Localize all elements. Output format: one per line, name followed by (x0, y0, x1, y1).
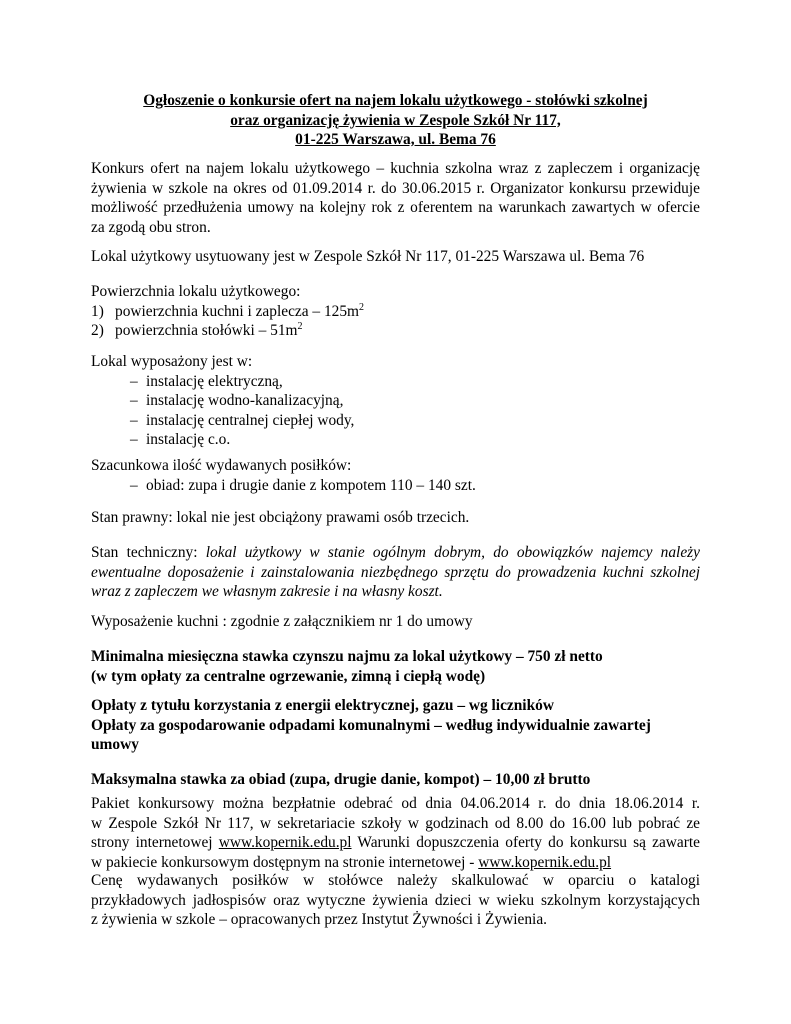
text-line: Konkurs ofert na najem lokalu użytkowego – kuchnia szkolna wraz z zapleczem i organizację (91, 160, 700, 177)
list-item: 1) powierzchnia kuchni i zaplecza – $125m^2$ (91, 301, 365, 320)
document-title (91, 91, 700, 150)
list-item: – obiad: zupa i drugie danie z kompotem 110 – 140 szt. (130, 476, 476, 494)
rent-section (91, 647, 700, 686)
text-line: (w tym opłaty za centralne ogrzewanie, zimną i ciepłą wodę) (91, 667, 486, 685)
list-item: 2) powierzchnia stołówki – $51m^2$ (91, 320, 303, 339)
max-rate: Maksymalna stawka za obiad (zupa, drugie danie, kompot) – 10,00 zł brutto (91, 771, 591, 788)
text-line: Pakiet konkursowy można bezpłatnie odebrać od dnia 04.06.2014 r. do dnia 18.06.2014 r. (91, 795, 700, 812)
package-paragraph (91, 794, 700, 872)
list-item: – instalację centralnej ciepłej wody, (130, 411, 355, 429)
pricing-paragraph (91, 871, 700, 930)
equipment-label: Lokal wyposażony jest w: (91, 353, 253, 370)
kitchen-equipment: Wyposażenie kuchni : zgodnie z załącznikiem nr 1 do umowy (91, 613, 473, 630)
technical-status (91, 543, 700, 602)
intro-paragraph (91, 159, 700, 237)
list-item: – instalację c.o. (130, 431, 231, 448)
meals-section (91, 456, 700, 495)
equipment-list (91, 372, 700, 450)
location-paragraph: Lokal użytkowy usytuowany jest w Zespole Szkół Nr 117, 01-225 Warszawa ul. Bema 76 (91, 248, 645, 265)
meals-label: Szacunkowa ilość wydawanych posiłków: (91, 457, 352, 474)
text-line: umowy (91, 736, 139, 753)
fees-section (91, 696, 700, 755)
text-line: Opłaty za gospodarowanie odpadami komunalnymi – według indywidualnie zawartej (91, 716, 651, 734)
text-line: Minimalna miesięczna stawka czynszu najmu za lokal użytkowy – 750 zł netto (91, 648, 603, 665)
text-line: Cenę wydawanych posiłków w stołówce należy skalkulować w oparciu o katalogi (91, 872, 700, 889)
legal-status: Stan prawny: lokal nie jest obciążony prawami osób trzecich. (91, 509, 470, 526)
meals-list (91, 476, 700, 496)
text-line: żywienia w szkole na okres od 01.09.2014 r. do 30.06.2015 r. Organizator konkursu przewiduje (91, 179, 700, 197)
text-line: wraz z zapleczem we własnym zakresie i na własny koszt. (91, 583, 443, 600)
title-line: Ogłoszenie o konkursie ofert na najem lokalu użytkowego - stołówki szkolnej (143, 92, 648, 109)
title-line: 01-225 Warszawa, ul. Bema 76 (295, 131, 496, 148)
website-link[interactable]: www.kopernik.edu.pl (218, 834, 352, 851)
title-line: oraz organizację żywienia w Zespole Szkół Nr 117, (230, 111, 561, 129)
text-line: ewentualne doposażenie i zainstalowania niezbędnego sprzętu do prowadzenia kuchni szkolnej (91, 563, 700, 581)
text-line: Opłaty z tytułu korzystania z energii elektrycznej, gazu – wg liczników (91, 697, 554, 714)
area-list (91, 302, 700, 341)
text-line: możliwość przedłużenia umowy na kolejny rok z oferentem na warunkach zawartych w ofercie (91, 199, 700, 216)
area-label: Powierzchnia lokalu użytkowego: (91, 283, 301, 300)
list-item: – instalację wodno-kanalizacyjną, (130, 392, 344, 409)
text-line: przykładowych jadłospisów oraz wytyczne żywienia dzieci w wieku szkolnym korzystających (91, 891, 700, 909)
text-line: z żywienia w szkole – opracowanych przez Instytut Żywności i Żywienia. (91, 911, 548, 928)
text-line: strony internetowej www.kopernik.edu.pl Warunki dopuszczenia oferty do konkursu są zawarte (91, 834, 700, 851)
text-line: w Zespole Szkół Nr 117, w sekretariacie szkoły w godzinach od 8.00 do 16.00 lub pobrać ze (91, 814, 700, 832)
area-section (91, 282, 700, 341)
website-link[interactable]: www.kopernik.edu.pl (478, 853, 612, 871)
equipment-section (91, 352, 700, 450)
list-item: – instalację elektryczną, (130, 372, 283, 390)
text-line: w pakiecie konkursowym dostępnym na stronie internetowej - www.kopernik.edu.pl (91, 853, 612, 871)
text-line: za zgodą obu stron. (91, 218, 211, 236)
text-line: Stan techniczny: lokal użytkowy w stanie ogólnym dobrym, do obowiązków najemcy należy (91, 544, 700, 561)
